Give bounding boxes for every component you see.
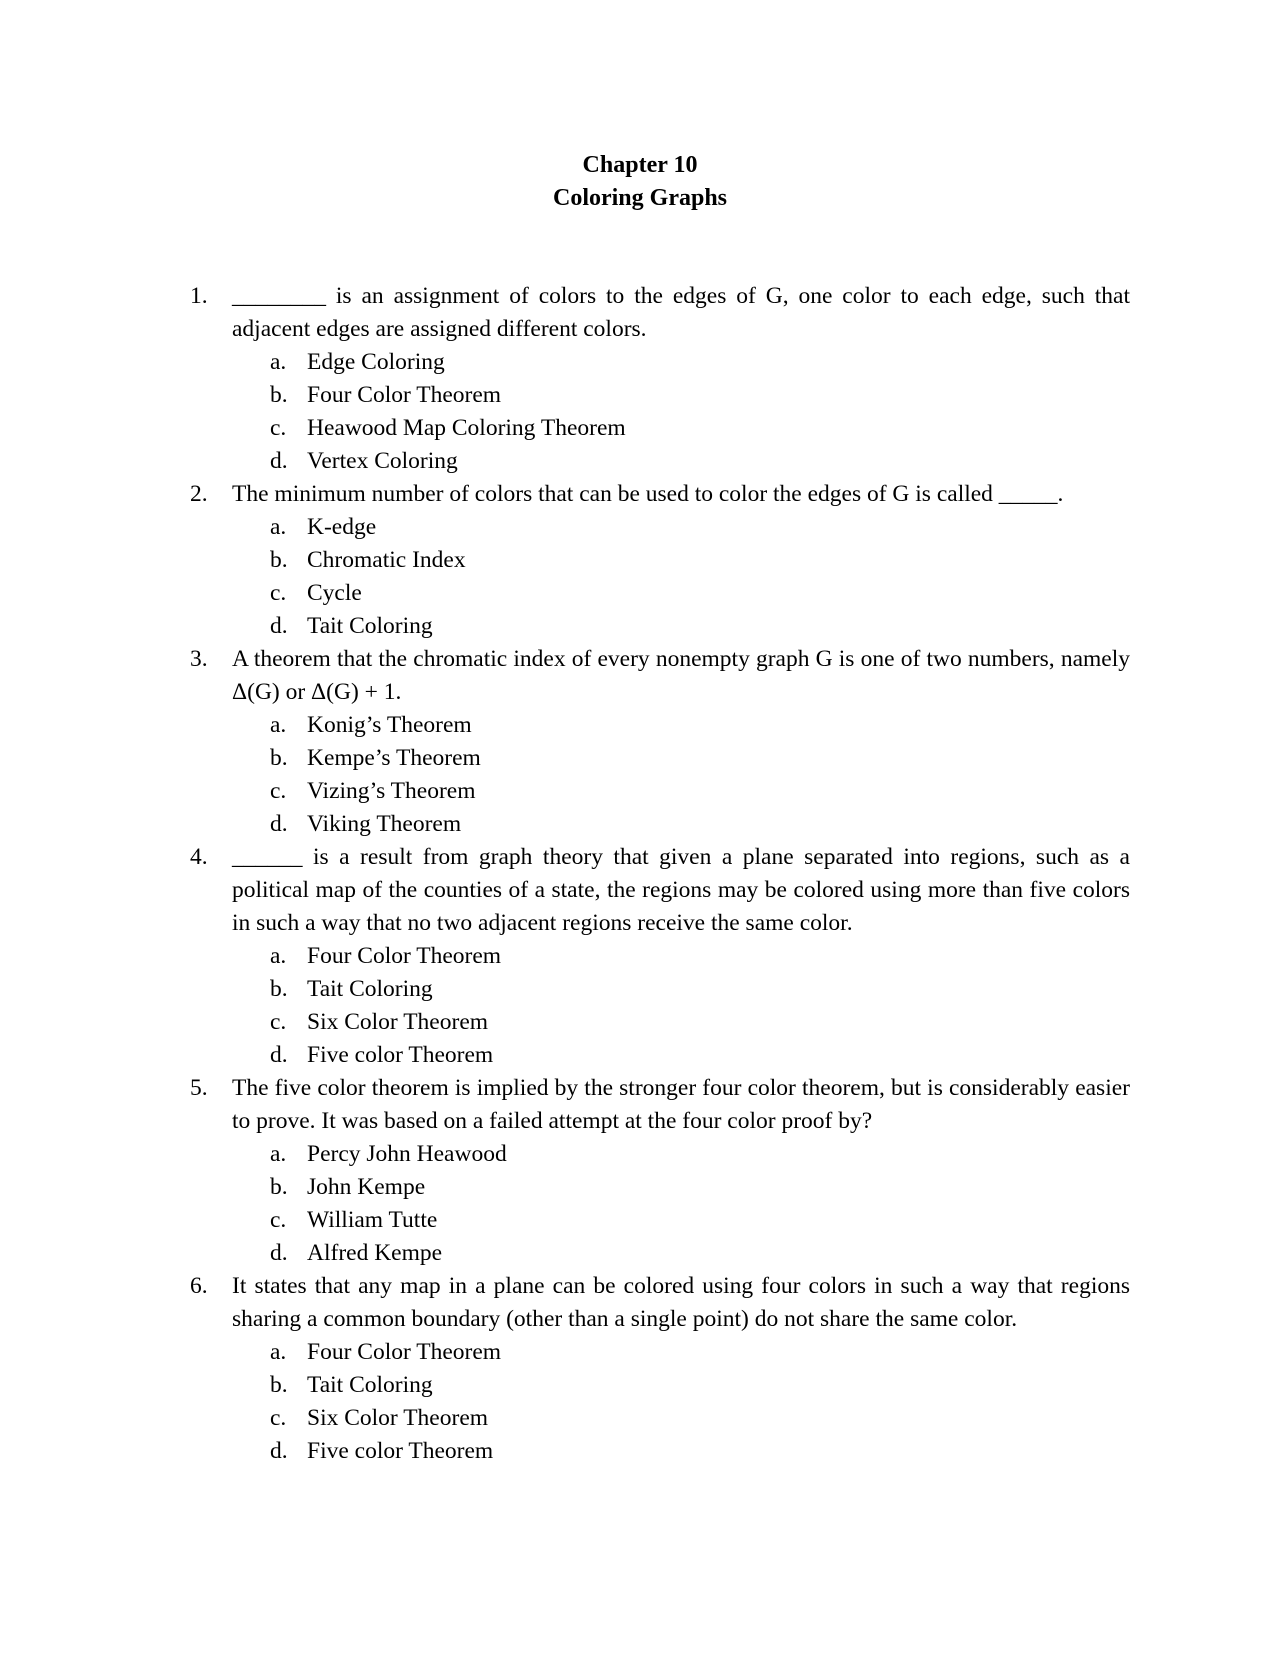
answer-option [270, 1369, 1130, 1402]
question-number: 4. [190, 844, 208, 870]
option-letter: d. [270, 1240, 288, 1266]
question-number: 5. [190, 1075, 208, 1101]
question-number: 2. [190, 481, 208, 507]
answer-option [270, 1435, 1130, 1468]
option-text: Five color Theorem [307, 1042, 494, 1068]
option-letter: b. [270, 547, 288, 573]
option-text: Viking Theorem [307, 811, 462, 837]
option-text: Tait Coloring [307, 613, 433, 639]
option-letter: d. [270, 613, 288, 639]
answer-option [270, 940, 1130, 973]
option-letter: c. [270, 1207, 287, 1233]
option-text: Six Color Theorem [307, 1009, 489, 1035]
answer-option [270, 775, 1130, 808]
chapter-heading: Chapter 10 [582, 152, 698, 178]
option-text: Chromatic Index [307, 547, 466, 573]
chapter-title: Coloring Graphs [552, 185, 728, 211]
option-text: Six Color Theorem [307, 1405, 489, 1431]
answer-options [232, 709, 1130, 841]
option-letter: d. [270, 811, 288, 837]
option-letter: c. [270, 415, 287, 441]
option-letter: d. [270, 1438, 288, 1464]
option-letter: a. [270, 1339, 287, 1365]
option-letter: b. [270, 1174, 288, 1200]
option-text: Alfred Kempe [307, 1240, 443, 1266]
option-letter: a. [270, 943, 287, 969]
option-letter: a. [270, 1141, 287, 1167]
question-item [190, 1072, 1130, 1270]
answer-option [270, 445, 1130, 478]
option-text: Four Color Theorem [307, 1339, 502, 1365]
answer-option [270, 973, 1130, 1006]
answer-option [270, 610, 1130, 643]
option-text: Vertex Coloring [307, 448, 458, 474]
question-item [190, 280, 1130, 478]
answer-option [270, 742, 1130, 775]
option-text: Five color Theorem [307, 1438, 494, 1464]
option-text: Vizing’s Theorem [307, 778, 476, 804]
option-letter: b. [270, 1372, 288, 1398]
option-text: Tait Coloring [307, 1372, 433, 1398]
question-item [190, 643, 1130, 841]
answer-options [232, 346, 1130, 478]
option-letter: a. [270, 349, 287, 375]
option-text: Heawood Map Coloring Theorem [307, 415, 626, 441]
question-text: A theorem that the chromatic index of every nonempty graph G is one of two numbers, namely Δ(G) or Δ(G) + 1. [232, 646, 1130, 705]
option-text: William Tutte [307, 1207, 438, 1233]
answer-option [270, 544, 1130, 577]
answer-options [232, 1138, 1130, 1270]
question-text: ______ is a result from graph theory that given a plane separated into regions, such as a political map of the counties of a state, the regions may be colored using more than five colors in such a way that no two adjacent regions receive the same color. [232, 844, 1130, 936]
option-letter: a. [270, 514, 287, 540]
question-item [190, 841, 1130, 1072]
question-number: 6. [190, 1273, 208, 1299]
option-letter: c. [270, 778, 287, 804]
answer-option [270, 412, 1130, 445]
option-text: Tait Coloring [307, 976, 433, 1002]
question-text: The minimum number of colors that can be used to color the edges of G is called _____. [232, 481, 1064, 507]
question-text: ________ is an assignment of colors to the edges of G, one color to each edge, such that adjacent edges are assigned different colors. [232, 283, 1130, 342]
option-letter: b. [270, 382, 288, 408]
question-number: 1. [190, 283, 208, 309]
question-number: 3. [190, 646, 208, 672]
option-letter: a. [270, 712, 287, 738]
question-text: The five color theorem is implied by the stronger four color theorem, but is considerably easier to prove. It was based on a failed attempt at the four color proof by? [232, 1075, 1130, 1134]
option-text: K-edge [307, 514, 377, 540]
answer-options [232, 940, 1130, 1072]
answer-option [270, 1006, 1130, 1039]
option-letter: b. [270, 745, 288, 771]
option-text: Percy John Heawood [307, 1141, 507, 1167]
option-letter: d. [270, 448, 288, 474]
answer-options [232, 511, 1130, 643]
title-block [0, 149, 1280, 215]
answer-option [270, 379, 1130, 412]
answer-option [270, 1171, 1130, 1204]
answer-option [270, 346, 1130, 379]
answer-option [270, 577, 1130, 610]
option-text: Four Color Theorem [307, 382, 502, 408]
option-text: John Kempe [307, 1174, 426, 1200]
option-letter: b. [270, 976, 288, 1002]
question-text: It states that any map in a plane can be colored using four colors in such a way that regions sharing a common boundary (other than a single point) do not share the same color. [232, 1273, 1130, 1332]
option-text: Cycle [307, 580, 362, 606]
answer-option [270, 1237, 1130, 1270]
question-item [190, 478, 1130, 643]
answer-options [232, 1336, 1130, 1468]
option-letter: c. [270, 1009, 287, 1035]
answer-option [270, 709, 1130, 742]
option-letter: c. [270, 580, 287, 606]
option-text: Kempe’s Theorem [307, 745, 481, 771]
answer-option [270, 511, 1130, 544]
option-text: Four Color Theorem [307, 943, 502, 969]
option-letter: d. [270, 1042, 288, 1068]
question-item [190, 1270, 1130, 1468]
answer-option [270, 1138, 1130, 1171]
option-letter: c. [270, 1405, 287, 1431]
answer-option [270, 1402, 1130, 1435]
answer-option [270, 808, 1130, 841]
answer-option [270, 1039, 1130, 1072]
option-text: Konig’s Theorem [307, 712, 472, 738]
option-text: Edge Coloring [307, 349, 445, 375]
question-list [190, 280, 1130, 1468]
answer-option [270, 1204, 1130, 1237]
answer-option [270, 1336, 1130, 1369]
